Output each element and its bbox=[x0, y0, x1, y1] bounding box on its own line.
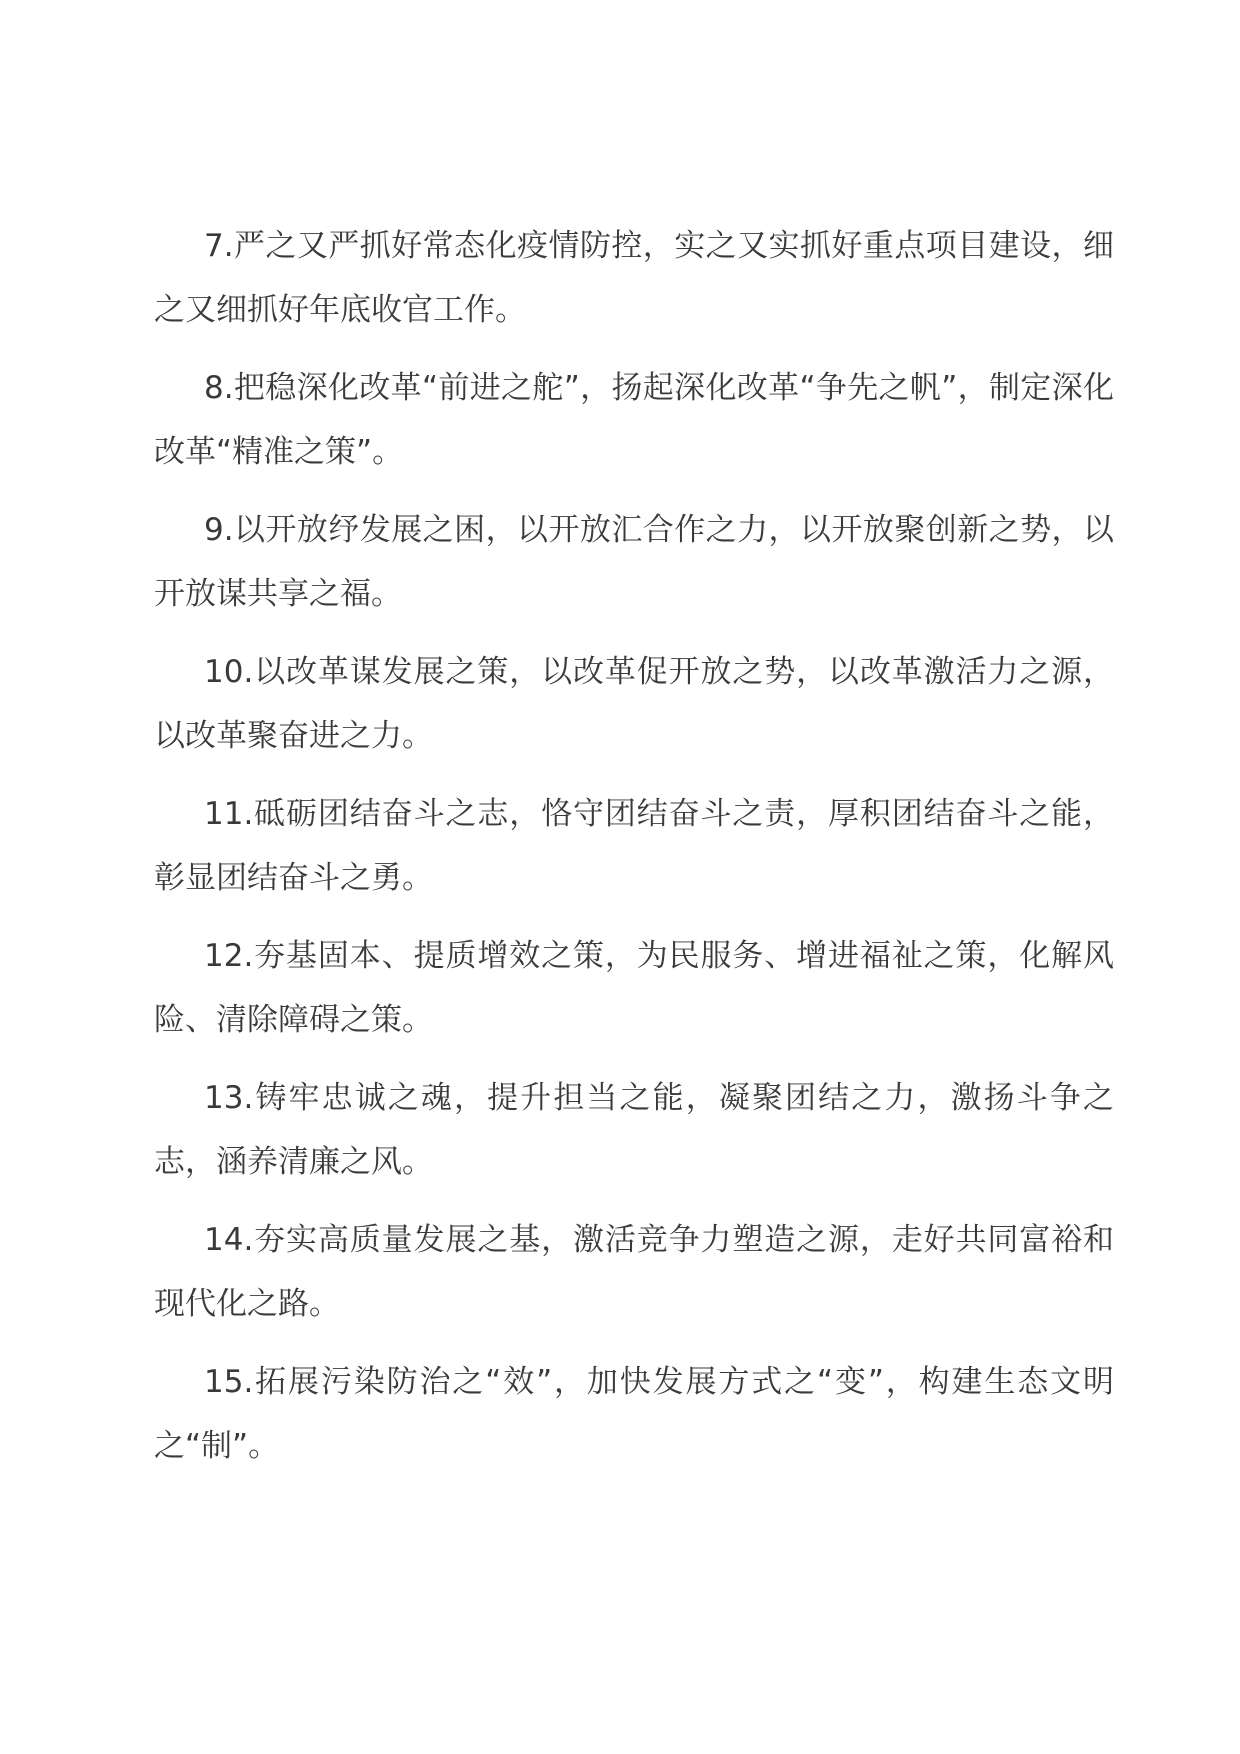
paragraph-14: 14.夯实高质量发展之基，激活竞争力塑造之源，走好共同富裕和现代化之路。 bbox=[154, 1222, 1114, 1322]
paragraph-15: 15.拓展污染防治之“效”，加快发展方式之“变”，构建生态文明之“制”。 bbox=[154, 1364, 1114, 1464]
document-body bbox=[154, 214, 1114, 1492]
paragraph-12: 12.夯基固本、提质增效之策，为民服务、增进福祉之策，化解风险、清除障碍之策。 bbox=[154, 938, 1114, 1038]
paragraph-9: 9.以开放纾发展之困，以开放汇合作之力，以开放聚创新之势，以开放谋共享之福。 bbox=[154, 512, 1114, 612]
paragraph-8: 8.把稳深化改革“前进之舵”，扬起深化改革“争先之帆”，制定深化改革“精准之策”。 bbox=[154, 370, 1114, 470]
paragraph-7: 7.严之又严抓好常态化疫情防控，实之又实抓好重点项目建设，细之又细抓好年底收官工作。 bbox=[154, 228, 1114, 328]
paragraph-13: 13.铸牢忠诚之魂，提升担当之能，凝聚团结之力，激扬斗争之志，涵养清廉之风。 bbox=[154, 1080, 1114, 1180]
paragraph-10: 10.以改革谋发展之策，以改革促开放之势，以改革激活力之源，以改革聚奋进之力。 bbox=[154, 654, 1114, 754]
paragraph-11: 11.砥砺团结奋斗之志，恪守团结奋斗之责，厚积团结奋斗之能，彰显团结奋斗之勇。 bbox=[154, 796, 1114, 896]
